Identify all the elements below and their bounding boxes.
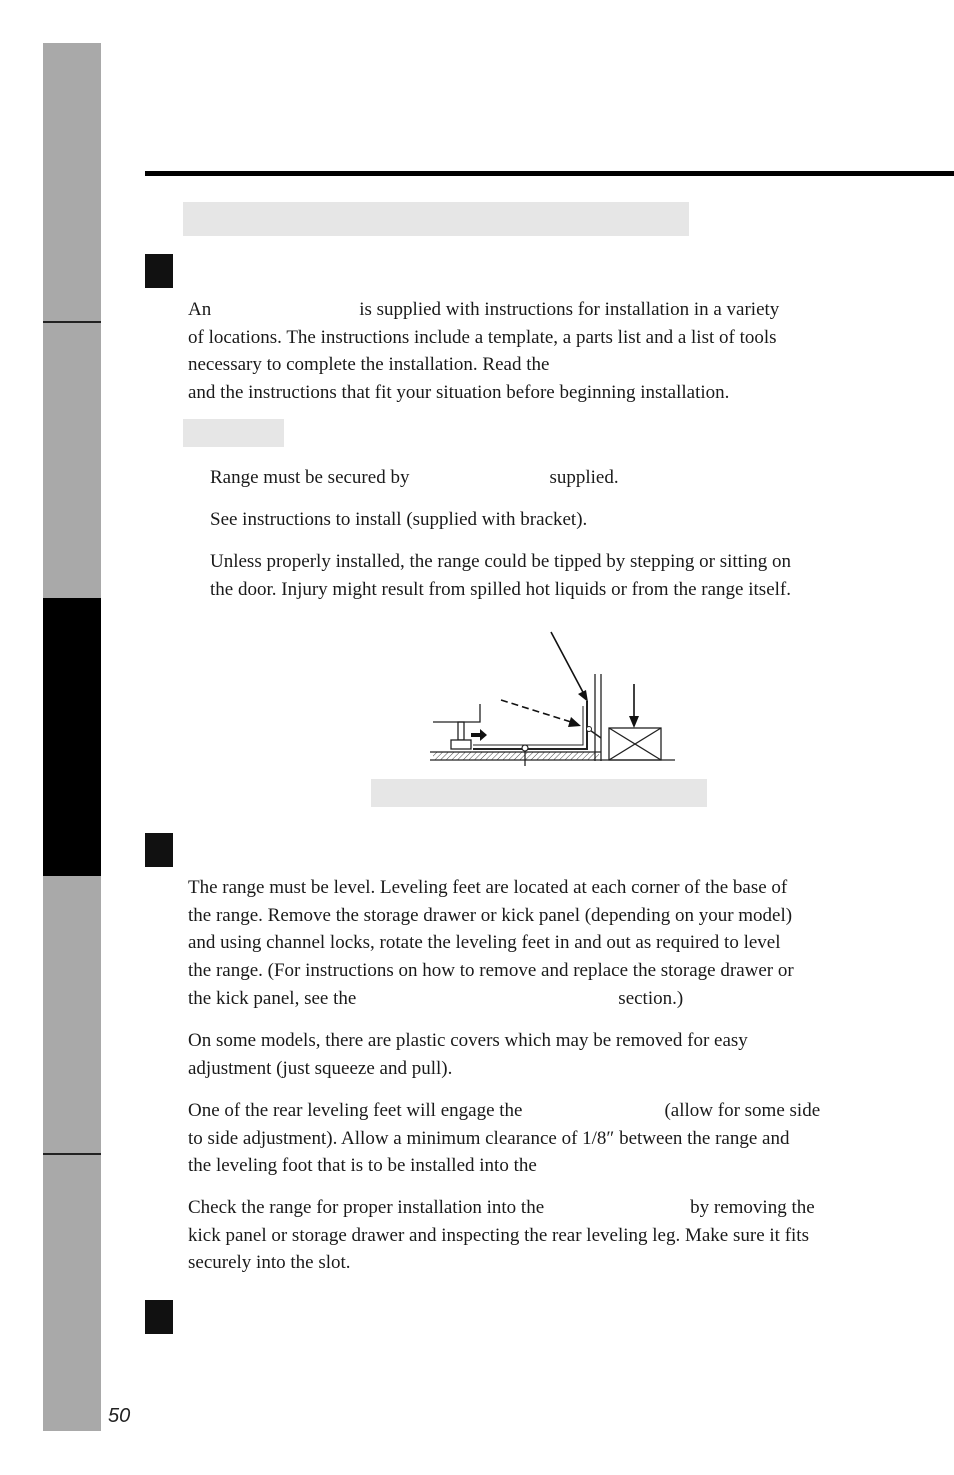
leveling-paragraph-3: [188, 1097, 820, 1180]
p1-l4: the range. (For instructions on how to remove and replace the storage drawer or: [188, 960, 794, 982]
p2-l2: adjustment (just squeeze and pull).: [188, 1057, 453, 1079]
p4-l3: securely into the slot.: [188, 1252, 351, 1274]
warning-3-l1: Unless properly installed, the range could be tipped by stepping or sitting on: [210, 551, 791, 572]
page-number: 50: [108, 1405, 131, 1427]
p4-l1a: Check the range for proper installation into the: [188, 1197, 545, 1218]
section-heading-bar: [183, 202, 689, 236]
header-rule: [145, 171, 954, 176]
warning-3-l2: the door. Injury might result from spilled hot liquids or from the range itself.: [210, 578, 791, 600]
intro-l4: and the instructions that fit your situation before beginning installation.: [188, 382, 730, 404]
intro-l2: of locations. The instructions include a template, a parts list and a list of tools: [188, 326, 777, 348]
leveling-paragraph-1: [188, 874, 794, 1013]
step-marker-1: [145, 254, 173, 288]
p4-l1b: by removing the: [690, 1197, 815, 1218]
p1-l5a: the kick panel, see the: [188, 987, 357, 1009]
p1-l2: the range. Remove the storage drawer or kick panel (depending on your model): [188, 904, 793, 926]
warning-1b: supplied.: [549, 467, 619, 488]
p1-l5b: section.): [618, 987, 684, 1009]
p4-l2: kick panel or storage drawer and inspecting the rear leveling leg. Make sure it fits: [188, 1224, 809, 1246]
p1-l1: The range must be level. Leveling feet are located at each corner of the base of: [188, 877, 788, 898]
warning-3: [210, 548, 791, 603]
p3-l1a: One of the rear leveling feet will engage the: [188, 1100, 523, 1121]
warning-label-bar: [183, 419, 284, 447]
intro-paragraph: [188, 296, 779, 407]
warning-1: [210, 464, 619, 492]
warning-1a: Range must be secured by: [210, 467, 410, 488]
intro-l1a: An: [188, 299, 212, 320]
p3-l3: the leveling foot that is to be installed into the: [188, 1155, 537, 1177]
side-tab-1: [43, 43, 101, 321]
step-marker-2: [145, 833, 173, 867]
step-marker-3: [145, 1300, 173, 1334]
p1-l3: and using channel locks, rotate the leveling feet in and out as required to level: [188, 932, 781, 954]
leveling-paragraph-2: [188, 1027, 748, 1082]
warning-2: See instructions to install (supplied with bracket).: [210, 509, 588, 530]
side-tab-5: [43, 1153, 101, 1431]
figure-caption-bar: [371, 779, 707, 807]
side-tab-4: [43, 876, 101, 1153]
intro-l1b: is supplied with instructions for installation in a variety: [359, 299, 780, 320]
p3-l2: to side adjustment). Allow a minimum clearance of 1/8″ between the range and: [188, 1127, 790, 1149]
leveling-paragraph-4: [188, 1194, 815, 1277]
intro-l3: necessary to complete the installation. Read the: [188, 354, 550, 376]
anti-tip-bracket-diagram: [425, 628, 680, 770]
side-tab-2: [43, 321, 101, 598]
p3-l1b: (allow for some side: [664, 1100, 821, 1121]
side-tab-3-active: [43, 598, 101, 876]
p2-l1: On some models, there are plastic covers which may be removed for easy: [188, 1030, 748, 1051]
